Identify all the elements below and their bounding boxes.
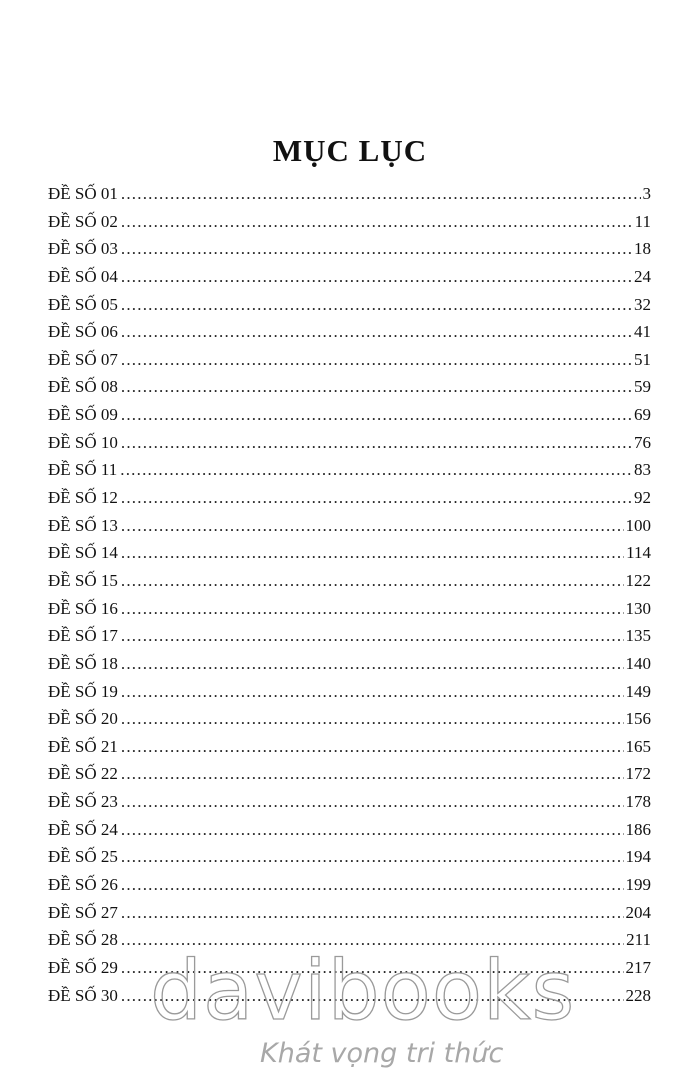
toc-entry-label: ĐỀ SỐ 03 [48, 239, 118, 259]
dot-leader [121, 705, 624, 733]
toc-entry-page: 165 [625, 736, 651, 756]
toc-entry-page: 41 [634, 322, 651, 342]
dot-leader [121, 373, 632, 401]
toc-entry-page: 18 [634, 239, 651, 259]
dot-leader [121, 180, 641, 208]
toc-entry-page: 178 [625, 792, 651, 812]
toc-entry-page: 3 [642, 184, 651, 203]
dot-leader [121, 484, 632, 512]
dot-leader [121, 263, 632, 291]
toc-entry-label: ĐỀ SỐ 09 [48, 405, 118, 425]
toc-entry-page: 156 [625, 709, 651, 729]
toc-entry-label: ĐỀ SỐ 06 [48, 322, 118, 342]
toc-entry [48, 346, 651, 374]
toc-entry-label: ĐỀ SỐ 25 [48, 847, 118, 867]
toc-entry-label: ĐỀ SỐ 21 [48, 736, 118, 756]
toc-entry [48, 208, 651, 236]
toc-entry [48, 539, 651, 567]
toc-entry-page: 172 [625, 764, 651, 784]
toc-entry [48, 512, 651, 540]
toc-entry [48, 235, 651, 263]
toc-entry-label: ĐỀ SỐ 07 [48, 349, 118, 369]
toc-entry-label: ĐỀ SỐ 13 [48, 515, 118, 535]
dot-leader [121, 788, 624, 816]
toc-entry [48, 871, 651, 899]
toc-entry-page: 135 [625, 626, 651, 646]
toc-entry-label: ĐỀ SỐ 15 [48, 570, 118, 590]
toc-entry [48, 456, 651, 484]
toc-entry [48, 595, 651, 623]
toc-entry-page: 211 [626, 930, 651, 950]
dot-leader [121, 401, 632, 429]
toc-entry-label: ĐỀ SỐ 17 [48, 626, 118, 646]
watermark-logo [150, 944, 576, 1069]
toc-entry [48, 760, 651, 788]
toc-entry-label: ĐỀ SỐ 01 [48, 184, 118, 203]
toc-entry [48, 788, 651, 816]
toc-entry-label: ĐỀ SỐ 28 [48, 930, 118, 950]
toc-entry-page: 130 [625, 598, 651, 618]
dot-leader [121, 291, 632, 319]
toc-entry [48, 816, 651, 844]
dot-leader [121, 899, 624, 927]
toc-entry-page: 32 [634, 294, 651, 314]
toc-entry-page: 11 [634, 211, 651, 231]
toc-entry-label: ĐỀ SỐ 30 [48, 985, 118, 1005]
dot-leader [121, 235, 632, 263]
toc-entry-label: ĐỀ SỐ 22 [48, 764, 118, 784]
watermark-brand: davibooks [150, 944, 576, 1039]
toc-entry-page: 100 [625, 515, 651, 535]
toc-entry-page: 114 [626, 543, 651, 563]
toc-entry-page: 217 [625, 957, 651, 977]
dot-leader [121, 816, 624, 844]
toc-entry-label: ĐỀ SỐ 24 [48, 819, 118, 839]
dot-leader [121, 650, 624, 678]
dot-leader [121, 512, 624, 540]
toc-entry-label: ĐỀ SỐ 10 [48, 432, 118, 452]
toc-entry [48, 899, 651, 927]
toc-entry [48, 622, 651, 650]
toc-entry-page: 199 [625, 875, 651, 895]
dot-leader [121, 760, 624, 788]
toc-entry-label: ĐỀ SỐ 16 [48, 598, 118, 618]
toc-entry-page: 122 [625, 570, 651, 590]
toc-entry-page: 228 [625, 985, 651, 1005]
toc-entry [48, 429, 651, 457]
toc-entry-page: 92 [634, 488, 651, 508]
toc-entry-page: 204 [625, 902, 651, 922]
dot-leader [121, 539, 624, 567]
dot-leader [121, 843, 624, 871]
toc-entry-label: ĐỀ SỐ 05 [48, 294, 118, 314]
toc-entry-page: 83 [634, 460, 651, 480]
toc-entry-page: 24 [634, 266, 651, 286]
toc-entry [48, 180, 651, 208]
dot-leader [121, 871, 624, 899]
dot-leader [120, 456, 632, 484]
page-title: MỤC LỤC [272, 132, 428, 168]
toc-entry-label: ĐỀ SỐ 23 [48, 792, 118, 812]
dot-leader [121, 208, 633, 236]
toc-entry [48, 401, 651, 429]
toc-entry [48, 678, 651, 706]
toc-entry-label: ĐỀ SỐ 29 [48, 957, 118, 977]
toc-entry [48, 843, 651, 871]
toc-entry-page: 149 [625, 681, 651, 701]
toc-entry-label: ĐỀ SỐ 02 [48, 211, 118, 231]
dot-leader [121, 346, 632, 374]
toc-entry-page: 51 [634, 349, 651, 369]
toc-entry-label: ĐỀ SỐ 11 [48, 460, 118, 480]
toc-entry [48, 373, 651, 401]
watermark-slogan: Khát vọng tri thức [260, 1038, 504, 1069]
toc-entry [48, 705, 651, 733]
toc-entry-label: ĐỀ SỐ 26 [48, 875, 118, 895]
toc-entry [48, 484, 651, 512]
toc-entry-page: 76 [634, 432, 651, 452]
toc-entry-label: ĐỀ SỐ 27 [48, 902, 118, 922]
toc-entry-page: 194 [625, 847, 651, 867]
toc-entry-label: ĐỀ SỐ 12 [48, 488, 118, 508]
toc-entry-page: 186 [625, 819, 651, 839]
toc-entry [48, 650, 651, 678]
dot-leader [121, 733, 624, 761]
toc-entry [48, 318, 651, 346]
toc-entry [48, 567, 651, 595]
toc-entry-label: ĐỀ SỐ 18 [48, 653, 118, 673]
toc-entry [48, 291, 651, 319]
toc-entry-page: 140 [625, 653, 651, 673]
toc-entry-label: ĐỀ SỐ 14 [48, 543, 118, 563]
dot-leader [121, 567, 624, 595]
toc-entry-label: ĐỀ SỐ 19 [48, 681, 118, 701]
toc-entry [48, 263, 651, 291]
toc-entry-page: 59 [634, 377, 651, 397]
toc-entry-page: 69 [634, 405, 651, 425]
dot-leader [121, 595, 624, 623]
dot-leader [121, 318, 632, 346]
toc-entry-label: ĐỀ SỐ 08 [48, 377, 118, 397]
dot-leader [121, 678, 624, 706]
toc-entry-label: ĐỀ SỐ 20 [48, 709, 118, 729]
dot-leader [121, 429, 632, 457]
toc-entry [48, 733, 651, 761]
toc-entry-label: ĐỀ SỐ 04 [48, 266, 118, 286]
dot-leader [121, 622, 624, 650]
table-of-contents [48, 180, 651, 1009]
